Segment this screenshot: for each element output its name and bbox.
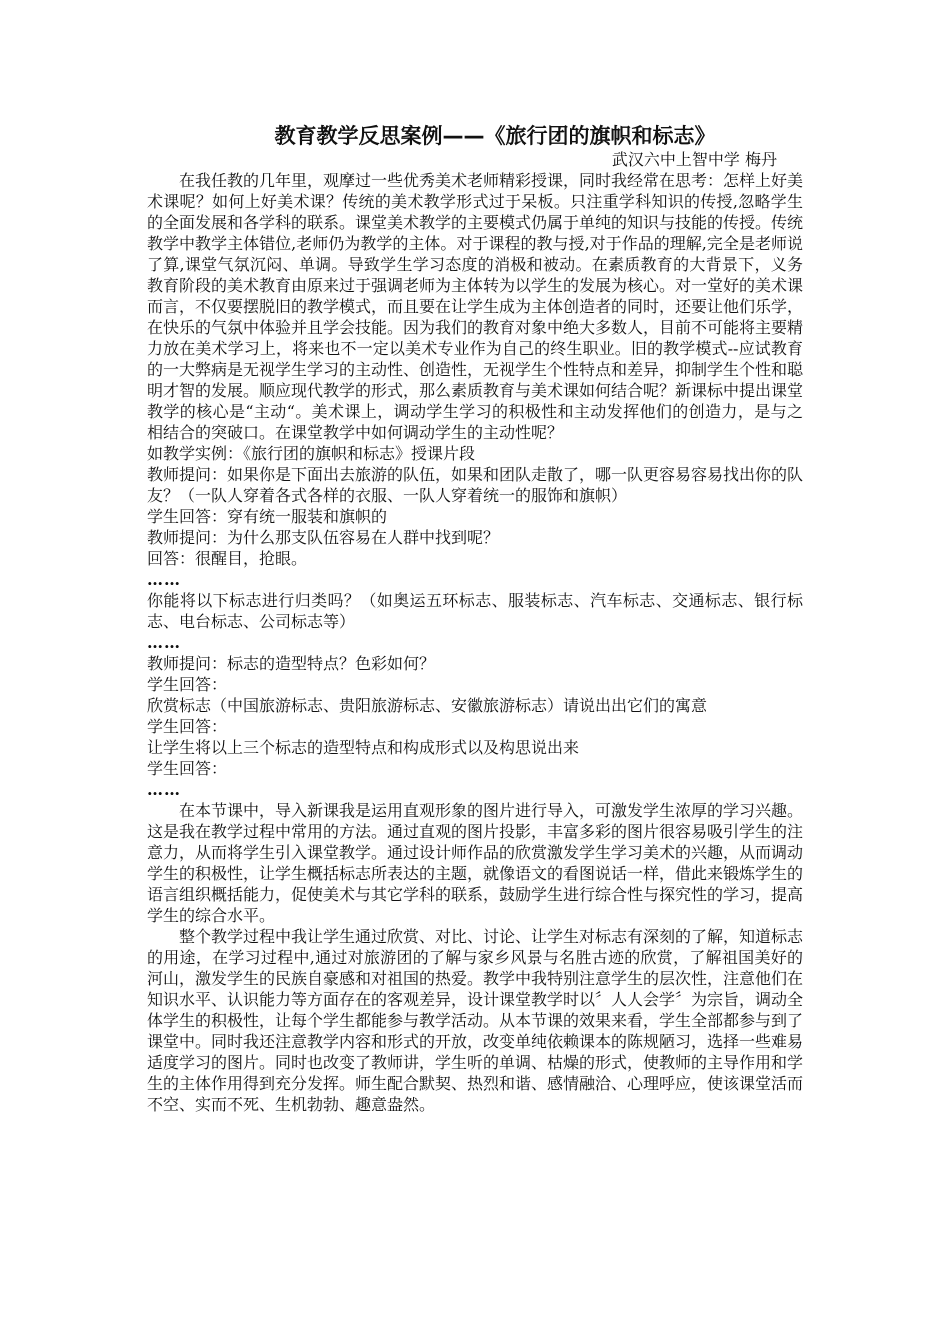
- reflection-paragraph-2: 整个教学过程中我让学生通过欣赏、对比、讨论、让学生对标志有深刻的了解，知道标志的用途，在学习过程中,通过对旅游团的了解与家乡风景与名胜古迹的欣赏，了解祖国美好的河山，激发学生的民族自豪感和对祖国的热爱。教学中我特别注意学生的层次性，注意他们在知识水平、认识能力等方面存在的客观差异，设计课堂教学时以〞人人会学〞为宗旨，调动全体学生的积极性，让每个学生都能参与教学活动。从本节课的效果来看，学生全部都参与到了课堂中。同时我还注意教学内容和形式的开放，改变单纯依赖课本的陈规陋习，选择一些难易适度学习的图片。同时也改变了教师讲，学生听的单调、枯燥的形式，使教师的主导作用和学生的主体作用得到充分发挥。师生配合默契、热烈和谐、感情融洽、心理呼应，使该课堂活而不空、实而不死、生机勃勃、趣意盎然。: [147, 927, 804, 1114]
- dialogue-teacher-question-3: 教师提问：标志的造型特点？色彩如何？: [147, 654, 436, 673]
- dialogue-answer-2: 回答：很醒目，抢眼。: [147, 549, 308, 568]
- classification-question: 你能将以下标志进行归类吗？（如奥运五环标志、服装标志、汽车标志、交通标志、银行标志、电台标志、公司标志等）: [147, 591, 803, 631]
- ellipsis-2: ……: [147, 633, 181, 652]
- analysis-question: 让学生将以上三个标志的造型特点和构成形式以及构思说出来: [147, 738, 580, 757]
- dialogue-student-answer-3: 学生回答：: [147, 675, 228, 694]
- dialogue-student-answer-4: 学生回答：: [147, 717, 228, 736]
- ellipsis-3: ……: [147, 780, 181, 799]
- dialogue-student-answer-5: 学生回答：: [147, 759, 228, 778]
- dialogue-teacher-question-2: 教师提问：为什么那支队伍容易在人群中找到呢？: [147, 528, 500, 547]
- author-line: 武汉六中上智中学 梅丹: [611, 150, 777, 169]
- reflection-paragraph-1: 在本节课中，导入新课我是运用直观形象的图片进行导入，可激发学生浓厚的学习兴趣。这是我在教学过程中常用的方法。通过直观的图片投影，丰富多彩的图片很容易吸引学生的注意力，从而将学生引入课堂教学。通过设计师作品的欣赏激发学生学习美术的兴趣，从而调动学生的积极性，让学生概括标志所表达的主题，就像语文的看图说话一样，借此来锻炼学生的语言组织概括能力，促使美术与其它学科的联系，鼓励学生进行综合性与探究性的学习，提高学生的综合水平。: [147, 801, 804, 925]
- dialogue-teacher-question-1: 教师提问：如果你是下面出去旅游的队伍，如果和团队走散了，哪一队更容易容易找出你的队友？（一队人穿着各式各样的衣服、一队人穿着统一的服饰和旗帜）: [147, 465, 804, 505]
- document-body: [147, 170, 803, 1115]
- document-title: 教育教学反思案例——《旅行团的旗帜和标志》: [274, 124, 716, 148]
- example-heading: 如教学实例：《旅行团的旗帜和标志》授课片段: [147, 444, 476, 463]
- ellipsis-1: ……: [147, 570, 181, 589]
- dialogue-student-answer-1: 学生回答：穿有统一服装和旗帜的: [147, 507, 388, 526]
- document-page: [147, 122, 803, 1115]
- intro-paragraph: 在我任教的几年里，观摩过一些优秀美术老师精彩授课，同时我经常在思考：怎样上好美术课呢？如何上好美术课？传统的美术教学形式过于呆板。只注重学科知识的传授,忽略学生的全面发展和各学科的联系。课堂美术教学的主要模式仍属于单纯的知识与技能的传授。传统教学中教学主体错位,老师仍为教学的主体。对于课程的教与授,对于作品的理解,完全是老师说了算,课堂气氛沉闷、单调。导致学生学习态度的消极和被动。在素质教育的大背景下，义务教育阶段的美术教育由原来过于强调老师为主体转为以学生的发展为核心。对一堂好的美术课而言，不仅要摆脱旧的教学模式，而且要在让学生成为主体创造者的同时，还要让他们乐学，在快乐的气氛中体验并且学会技能。因为我们的教育对象中绝大多数人，目前不可能将主要精力放在美术学习上，将来也不一定以美术专业作为自己的终生职业。旧的教学模式--应试教育的一大弊病是无视学生学习的主动性、创造性，无视学生个性特点和差异，抑制学生个性和聪明才智的发展。顺应现代教学的形式，那么素质教育与美术课如何结合呢？新课标中提出课堂教学的核心是“主动“。美术课上，调动学生学习的积极性和主动发挥他们的创造力，是与之相结合的突破口。在课堂教学中如何调动学生的主动性呢？: [147, 171, 804, 442]
- appreciation-question: 欣赏标志（中国旅游标志、贵阳旅游标志、安徽旅游标志）请说出出它们的寓意: [147, 696, 708, 715]
